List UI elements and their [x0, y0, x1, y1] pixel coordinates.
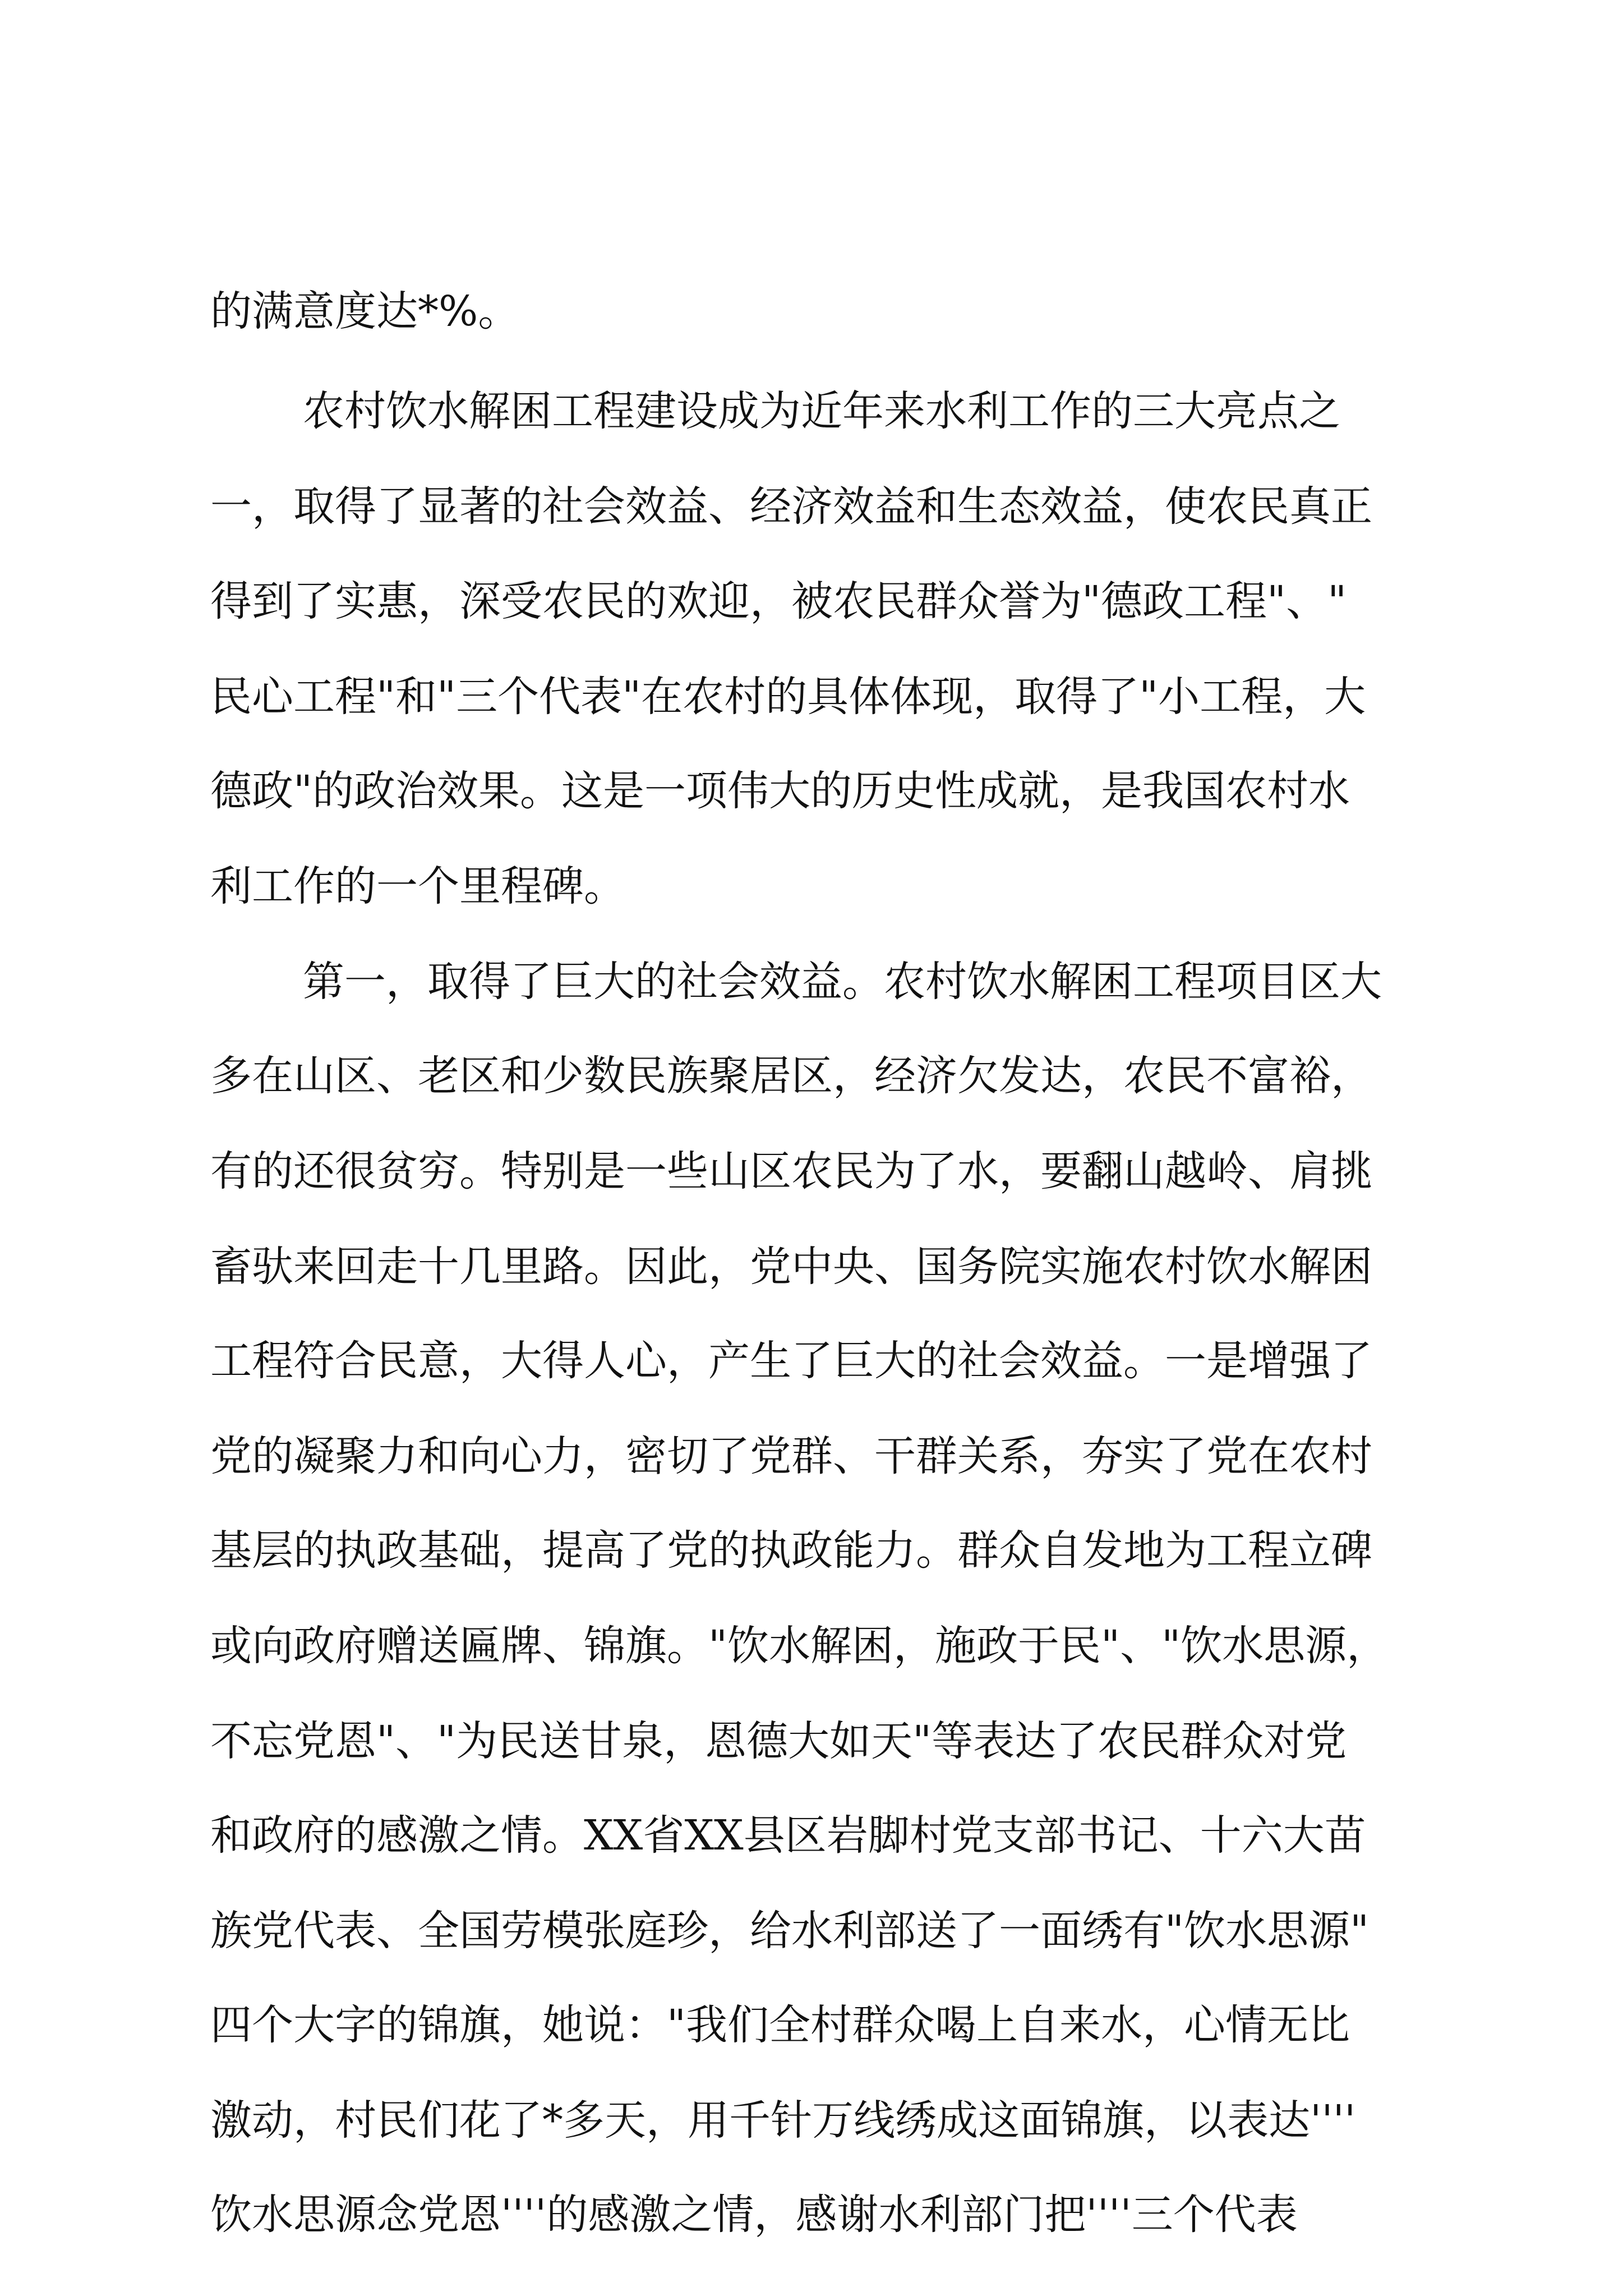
text-line-18: 族党代表、全国劳模张庭珍，给水利部送了一面绣有"饮水思源": [210, 1907, 1370, 1955]
text-line-1: 的满意度达*%。: [210, 287, 520, 335]
text-line-13: 党的凝聚力和向心力，密切了党群、干群关系，夯实了党在农村: [210, 1432, 1372, 1480]
text-line-15: 或向政府赠送匾牌、锦旗。"饮水解困，施政于民"、"饮水思源，: [210, 1622, 1389, 1670]
text-line-12: 工程符合民意，大得人心，产生了巨大的社会效益。一是增强了: [210, 1337, 1372, 1385]
text-line-14: 基层的执政基础，提高了党的执政能力。群众自发地为工程立碑: [210, 1526, 1372, 1575]
text-line-7: 利工作的一个里程碑。: [210, 862, 625, 910]
text-line-8: 第一，取得了巨大的社会效益。农村饮水解困工程项目区大: [303, 958, 1382, 1006]
text-line-3: 一，取得了显著的社会效益、经济效益和生态效益，使农民真正: [210, 482, 1372, 531]
text-line-5: 民心工程"和"三个代表"在农村的具体体现，取得了"小工程，大: [210, 673, 1366, 721]
text-line-10: 有的还很贫穷。特别是一些山区农民为了水，要翻山越岭、肩挑: [210, 1147, 1372, 1195]
text-line-6: 德政"的政治效果。这是一项伟大的历史性成就，是我国农村水: [210, 767, 1350, 815]
text-line-2: 农村饮水解困工程建设成为近年来水利工作的三大亮点之: [303, 387, 1340, 435]
text-line-4: 得到了实惠，深受农民的欢迎，被农民群众誉为"德政工程"、": [210, 577, 1347, 625]
text-line-20: 激动，村民们花了*多天，用千针万线绣成这面锦旗，以表达'''': [210, 2096, 1356, 2145]
text-line-17: 和政府的感激之情。XX省XX县区岩脚村党支部书记、十六大苗: [210, 1811, 1366, 1860]
text-line-19: 四个大字的锦旗，她说："我们全村群众喝上自来水，心情无比: [210, 2001, 1350, 2049]
text-line-21: 饮水思源念党恩''''的感激之情，感谢水利部门把''''三个代表: [210, 2191, 1298, 2239]
text-line-16: 不忘党恩"、"为民送甘泉，恩德大如天"等表达了农民群众对党: [210, 1717, 1347, 1765]
text-line-11: 畜驮来回走十几里路。因此，党中央、国务院实施农村饮水解困: [210, 1243, 1372, 1291]
text-line-9: 多在山区、老区和少数民族聚居区，经济欠发达，农民不富裕，: [210, 1052, 1372, 1100]
